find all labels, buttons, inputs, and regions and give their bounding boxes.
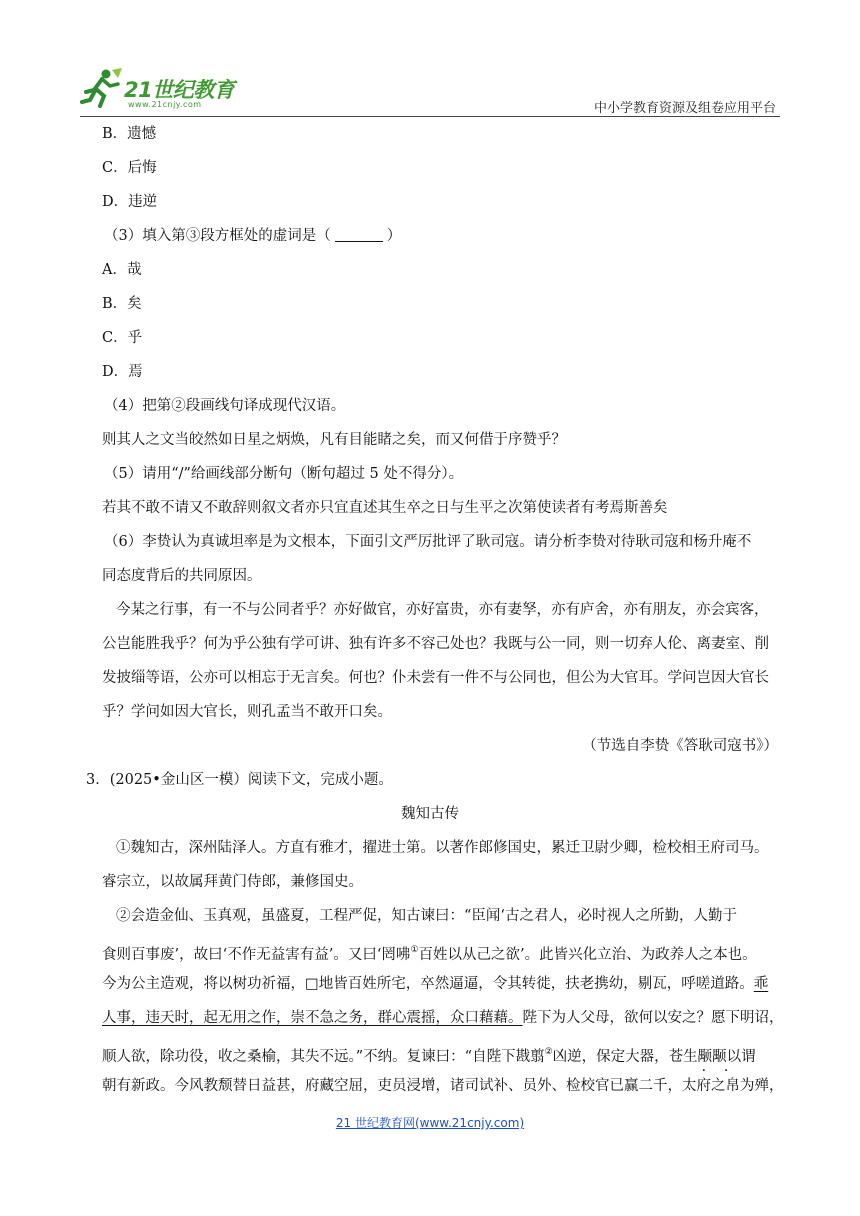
- text-run: 陛下为人父母，欲何以安之？愿下明诏，: [522, 1010, 784, 1026]
- text-run: 食则百事废’，故曰‘不作无益害有益’。又曰‘罔咈: [102, 947, 411, 963]
- site-logo[interactable]: [80, 66, 260, 114]
- option-c: C．乎: [102, 330, 143, 346]
- passage-title: 魏知古传: [401, 806, 459, 822]
- logo-text: 21世纪教育: [124, 78, 235, 102]
- footnote-marker: ②: [544, 1047, 553, 1057]
- option-d: D．违逆: [102, 194, 158, 210]
- text-run: 凶逆，保定大器，苍生: [552, 1049, 698, 1065]
- paragraph-2-line: 朝有新政。今风教颓替日益甚，府藏空屈，吏员浸增，诸司试补、员外、检校官已赢二千，太府之帛为殚，: [102, 1078, 784, 1094]
- runner-logo-icon: [80, 68, 124, 110]
- header-tagline: 中小学教育资源及组卷应用平台: [593, 101, 776, 116]
- question-4: （4）把第②段画线句译成现代汉语。: [104, 398, 346, 414]
- option-d: D．焉: [102, 364, 143, 380]
- logo-url: www.21cnjy.com: [128, 100, 202, 109]
- quote-line: 今某之行事，有一不与公同者乎？亦好做官，亦好富贵，亦有妻孥，亦有庐舍，亦有朋友，亦会宾客，: [116, 602, 769, 618]
- question-3-close: ）: [386, 228, 402, 244]
- underlined-text: 乖: [753, 976, 769, 992]
- emphasis-dotted-word: 颙颙 · ·: [698, 1047, 727, 1067]
- paragraph-1: ①魏知古，深州陆泽人。方直有雅才，擢进士第。以著作郎修国史，累迁卫尉少卿，检校相王府司马。: [116, 840, 769, 856]
- quote-line: 乎？学问如因大官长，则孔孟当不敢开口矣。: [102, 704, 392, 720]
- question-3: [104, 226, 401, 246]
- quote-line: 公岂能胜我乎？何为乎公独有学可讲、独有许多不容己处也？我既与公一同，则一切弃人伦、离妻室、削: [102, 636, 769, 652]
- text-run: 顺人欲，除功役，收之桑榆，其失不远。”不纳。复谏曰：“自陛下戡翦: [102, 1049, 545, 1065]
- question-6: （6）李贽认为真诚坦率是为文根本，下面引文严厉批评了耿司寇。请分析李贽对待耿司寇和杨升庵不: [104, 534, 752, 550]
- paragraph-2-line: [102, 940, 757, 965]
- question-3-text: （3）填入第③段方框处的虚词是（: [104, 228, 331, 244]
- footnote-marker: ①: [410, 945, 419, 955]
- text-run: 以谓: [726, 1049, 756, 1065]
- question-3-heading: 3．(2025•金山区一模）阅读下文，完成小题。: [86, 772, 393, 788]
- answer-blank: [335, 227, 383, 242]
- quote-source: （节选自李贽《答耿司寇书》）: [582, 738, 778, 754]
- paragraph-2-line: [102, 1042, 756, 1067]
- option-a: A．哉: [102, 262, 142, 278]
- question-5: （5）请用“/”给画线部分断句（断句超过 5 处不得分）。: [104, 466, 464, 482]
- quote-line: 发披缁等语，公亦可以相忘于无言矣。何也？仆未尝有一件不与公同也，但公为大官耳。学问岂因大官长: [102, 670, 769, 686]
- option-b: B．遗憾: [102, 126, 157, 142]
- question-5-passage: 若其不敢不请又不敢辞则叙文者亦只宜直述其生卒之日与生平之次第使读者有考焉斯善矣: [102, 500, 668, 516]
- question-4-passage: 则其人之文当皎然如日星之炳焕，凡有目能睹之矣，而又何借于序赞乎？: [102, 432, 566, 448]
- footer-link[interactable]: 21 世纪教育网(www.21cnjy.com): [335, 1116, 525, 1130]
- paragraph-2-line: [102, 1008, 784, 1028]
- option-c: C．后悔: [102, 160, 157, 176]
- option-b: B．矣: [102, 296, 142, 312]
- underlined-text: 人事，违天时，起无用之作，崇不急之务，群心震摇，众口藉藉。: [102, 1010, 523, 1026]
- question-6-cont: 同态度背后的共同原因。: [102, 568, 262, 584]
- paragraph-2: ②会造金仙、玉真观，虽盛夏，工程严促，知古谏曰：“臣闻‘古之君人，必时视人之所勤，人勤于: [116, 908, 738, 924]
- header-divider: [80, 116, 780, 117]
- text-run: 今为公主造观，将以树功祈福，□地皆百姓所宅，卒然逼逼，令其转徙，扶老携幼，剔瓦，呼嗟道路。: [102, 976, 754, 992]
- paragraph-1-cont: 睿宗立，以故属拜黄门侍郎，兼修国史。: [102, 874, 363, 890]
- paragraph-2-line: [102, 974, 768, 994]
- text-run: 百姓以从己之欲’。此皆兴化立治、为政养人之本也。: [418, 947, 757, 963]
